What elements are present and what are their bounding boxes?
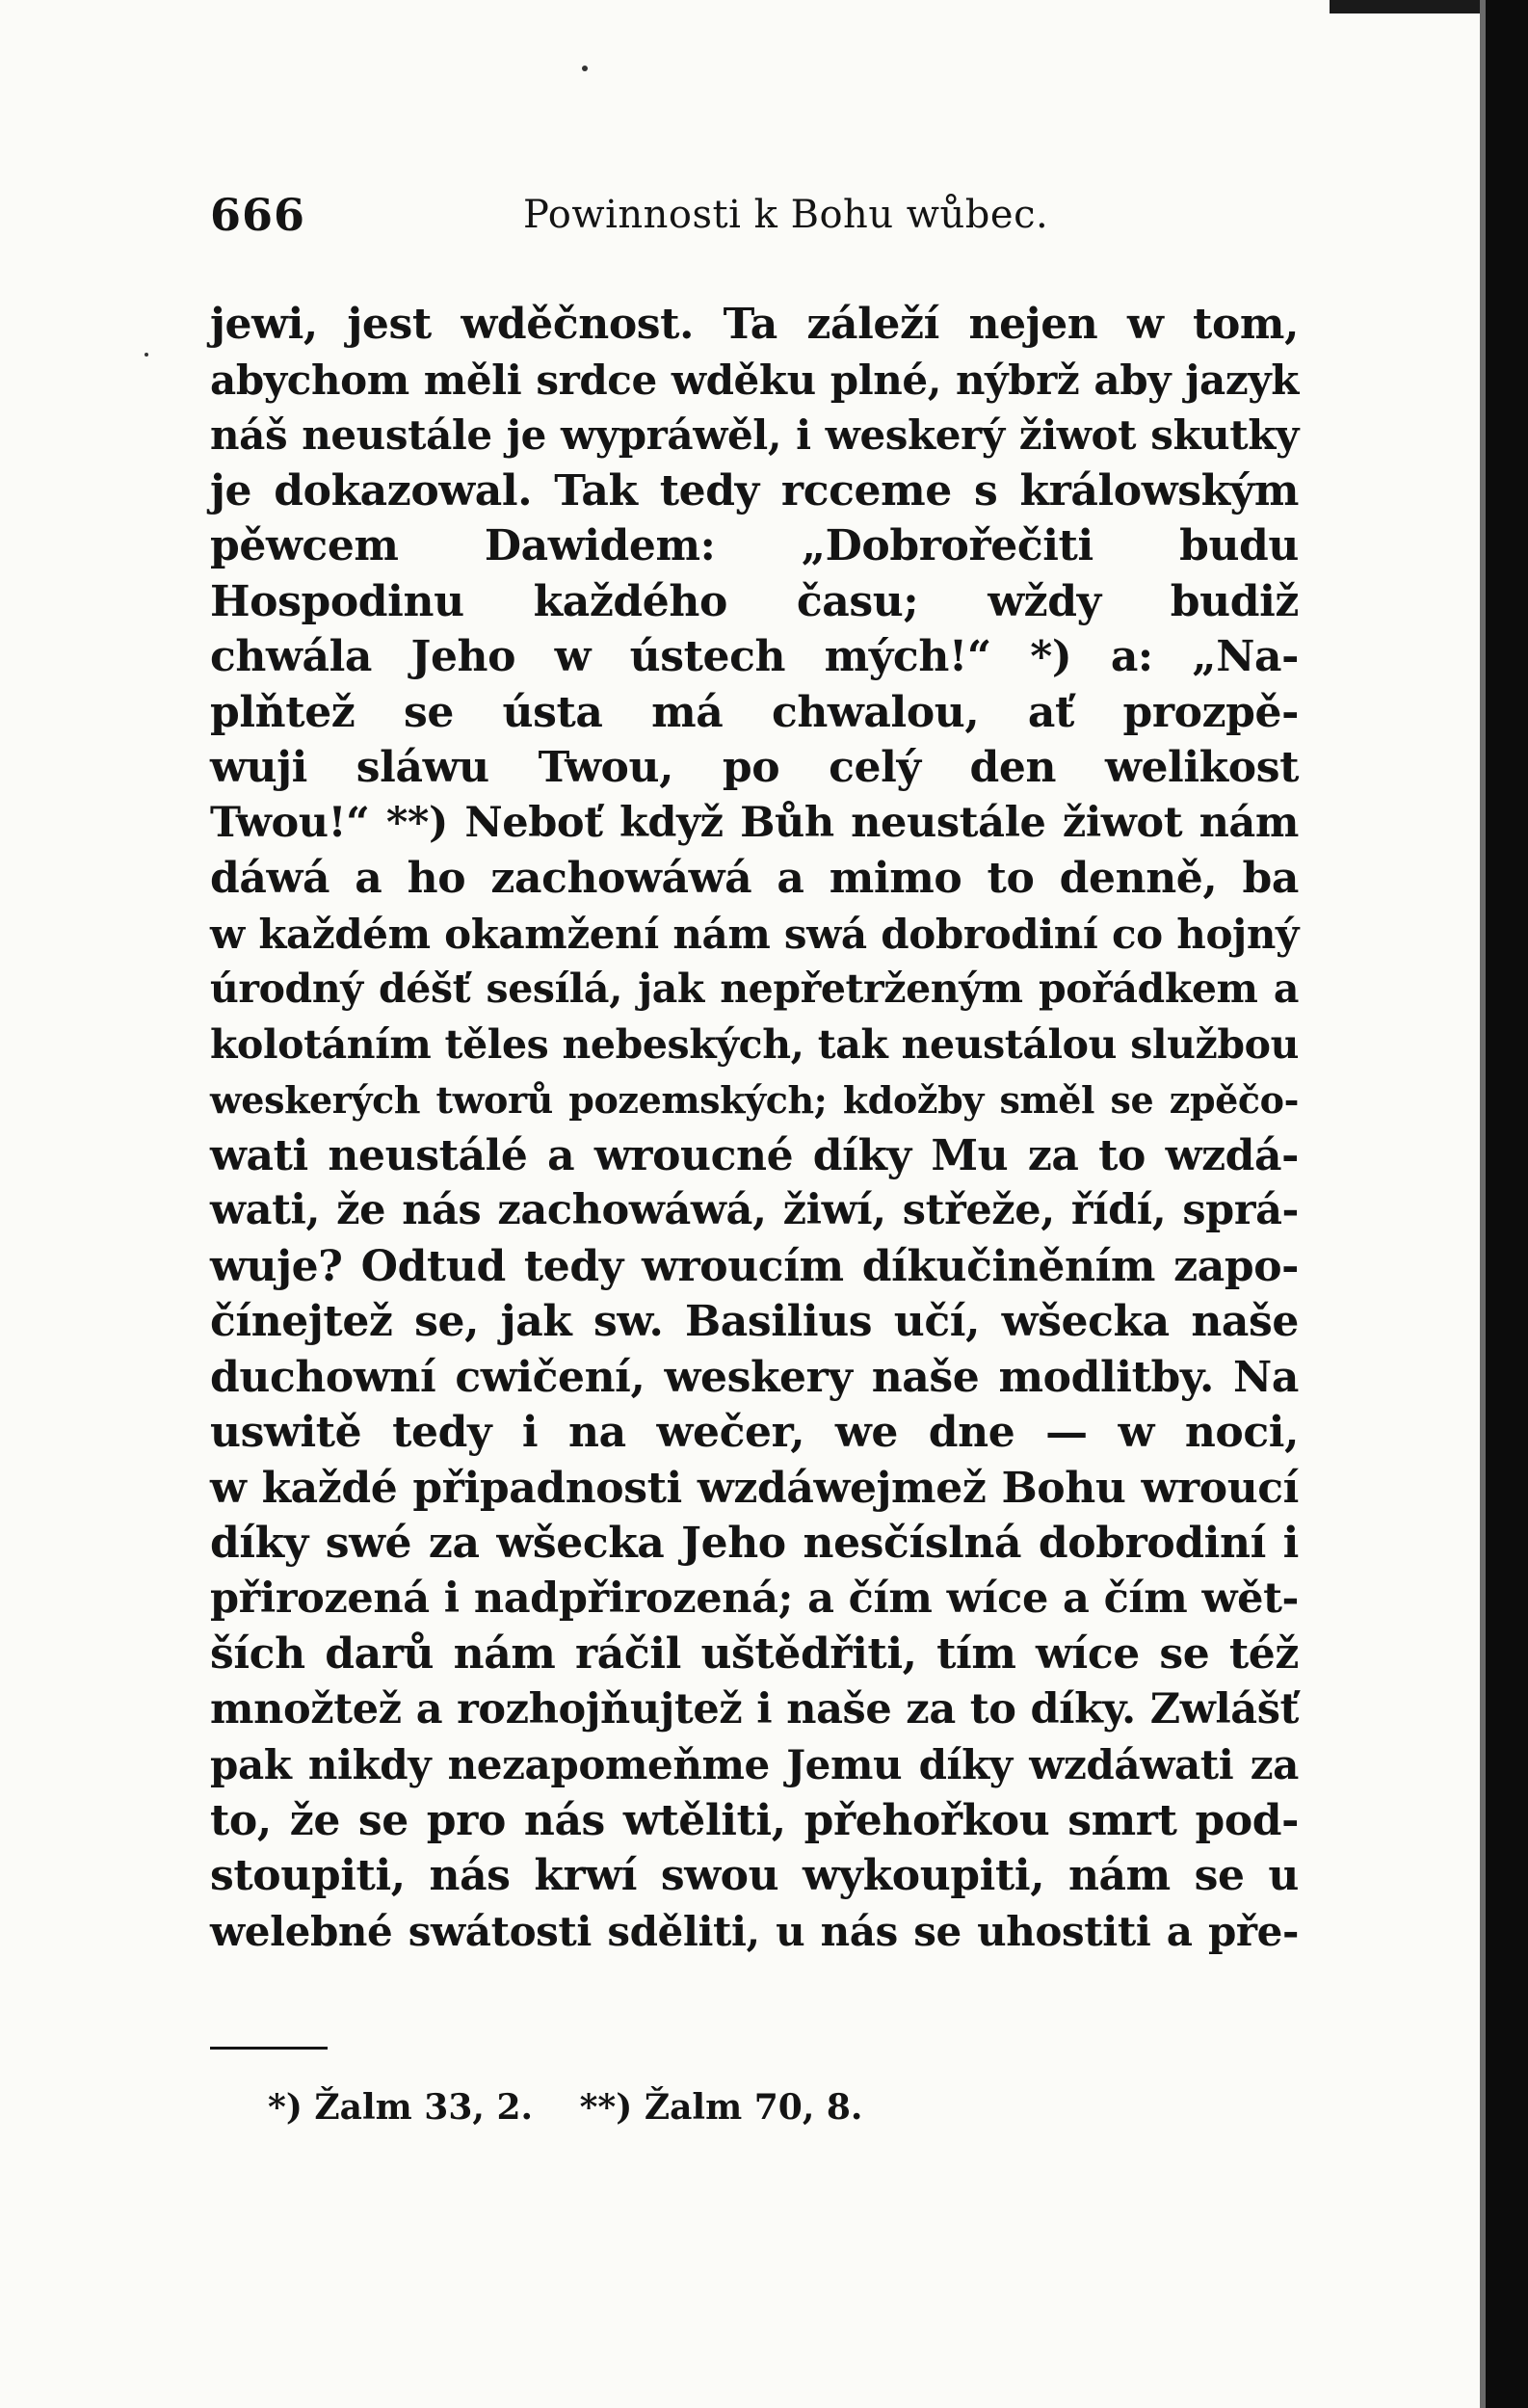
text-line: uswitě tedy i na wečer, we dne — w noci, <box>210 1408 1299 1457</box>
text-line: jewi, jest wděčnost. Ta záleží nejen w tom, <box>210 300 1299 349</box>
text-line: chwála Jeho w ústech mých!“ *) a: „Na- <box>210 632 1299 681</box>
text-line: Twou!“ **) Neboť když Bůh neustále žiwot nám <box>210 798 1299 847</box>
text-line: náš neustále je wypráwěl, i weskerý žiwot skutky <box>210 411 1299 459</box>
text-line: přirozená i nadpřirozená; a čím wíce a čím wět- <box>210 1574 1299 1623</box>
text-line: pak nikdy nezapomeňme Jemu díky wzdáwati za <box>210 1741 1299 1788</box>
text-line: kolotáním těles nebeských, tak neustálou službou <box>210 1020 1299 1068</box>
text-line: w každé připadnosti wzdáwejmež Bohu wroucí <box>210 1463 1299 1513</box>
text-line: duchowní cwičení, weskery naše modlitby. Na <box>210 1352 1299 1402</box>
body-text <box>210 297 1299 1959</box>
text-line: wuji sláwu Twou, po celý den welikost <box>210 743 1299 792</box>
footnote-divider <box>210 2047 328 2050</box>
text-line: abychom měli srdce wděku plné, nýbrž aby jazyk <box>210 356 1299 404</box>
text-line: welebné swátosti sděliti, u nás se uhostiti a pře- <box>210 1907 1299 1955</box>
page-number: 666 <box>210 189 306 241</box>
running-title: Powinnosti k Bohu wůbec. <box>523 193 1049 237</box>
text-line: pěwcem Dawidem: „Dobrořečiti budu <box>210 521 1299 570</box>
text-line: díky swé za wšecka Jeho nesčíslná dobrodiní i <box>210 1519 1299 1568</box>
scan-speck <box>145 353 148 357</box>
text-line: to, že se pro nás wtěliti, přehořkou smrt pod- <box>210 1795 1299 1845</box>
scan-speck <box>582 66 588 71</box>
text-line: dáwá a ho zachowáwá a mimo to denně, ba <box>210 854 1299 903</box>
text-line: čínejtež se, jak sw. Basilius učí, wšecka naše <box>210 1297 1299 1346</box>
text-line: je dokazowal. Tak tedy rcceme s králowským <box>210 465 1299 516</box>
text-line: množtež a rozhojňujtež i naše za to díky. Zwlášť <box>210 1684 1299 1733</box>
scan-edge-right <box>1486 0 1528 2408</box>
text-line: wati neustálé a wroucné díky Mu za to wzdá- <box>210 1130 1299 1180</box>
text-line: wuje? Odtud tedy wroucím díkučiněním zapo- <box>210 1241 1299 1291</box>
footnote-2: **) Žalm 70, 8. <box>579 2087 863 2128</box>
text-line: w každém okamžení nám swá dobrodiní co hojný <box>210 910 1299 958</box>
text-line: plňtež se ústa má chwalou, ať prozpě- <box>210 687 1299 737</box>
text-line: weskerých tworů pozemských; kdožby směl se zpěčo- <box>210 1078 1299 1122</box>
footnotes <box>268 2083 1231 2131</box>
text-line: wati, že nás zachowáwá, žiwí, střeže, řídí, sprá- <box>210 1186 1299 1234</box>
text-line: stoupiti, nás krwí swou wykoupiti, nám se u <box>210 1851 1299 1900</box>
text-line: Hospodinu každého času; wždy budiž <box>210 576 1299 626</box>
page-header <box>210 189 1299 258</box>
text-line: ších darů nám ráčil uštědřiti, tím wíce se též <box>210 1629 1299 1679</box>
footnote-1: *) Žalm 33, 2. <box>268 2087 534 2128</box>
text-line: úrodný déšť sesílá, jak nepřetrženým pořádkem a <box>210 966 1299 1012</box>
